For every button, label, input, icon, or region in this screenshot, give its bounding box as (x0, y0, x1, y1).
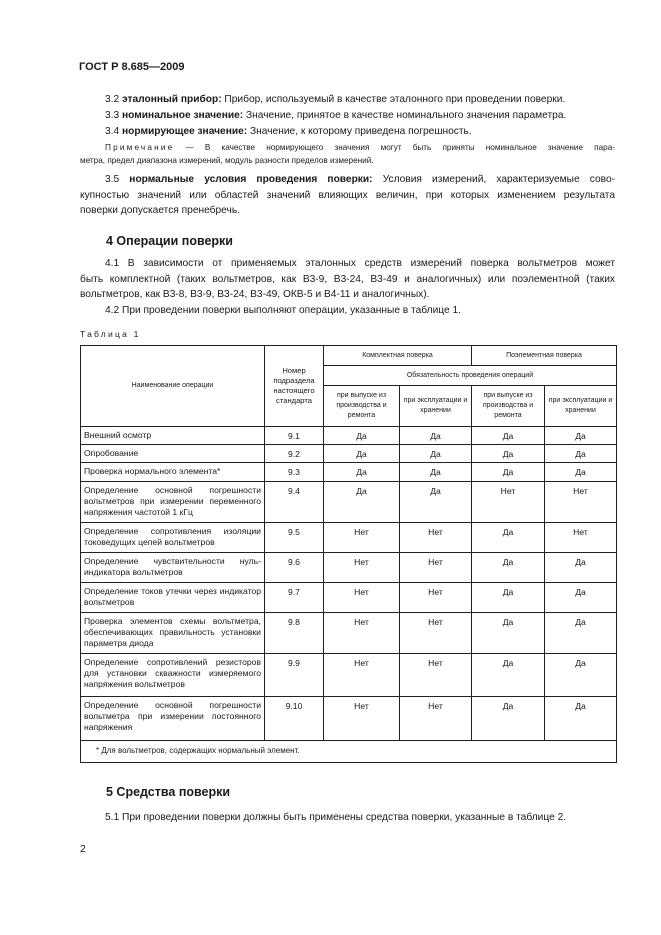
complex-operation: Да (400, 463, 472, 482)
operation-name: Опробование (81, 445, 265, 463)
subsection-number: 9.1 (265, 427, 324, 445)
element-production: Да (472, 463, 545, 482)
document-header: ГОСТ Р 8.685—2009 (79, 61, 185, 73)
header-complex-verification: Комплектная поверка (324, 346, 472, 366)
table-row (81, 553, 617, 583)
complex-production: Нет (324, 553, 400, 583)
element-operation: Да (545, 553, 617, 583)
term: номинальное значение: (122, 110, 244, 121)
complex-production: Да (324, 445, 400, 463)
element-production: Да (472, 583, 545, 613)
subsection-number: 9.7 (265, 583, 324, 613)
element-production: Да (472, 654, 545, 697)
section-5-title: 5 Средства поверки (106, 785, 231, 799)
subsection-number: 9.5 (265, 523, 324, 553)
subsection-number: 9.3 (265, 463, 324, 482)
operations-table (80, 345, 617, 763)
table-row (81, 427, 617, 445)
definition-3-5-line-1 (105, 172, 615, 188)
complex-production: Да (324, 427, 400, 445)
clause-number: 3.5 (105, 174, 120, 185)
table-row (81, 583, 617, 613)
note-line-2: метра, предел диапазона измерений, модуль разности пределов измерений. (80, 156, 374, 165)
clause-number: 3.2 (105, 94, 120, 105)
term-definition: Прибор, используемый в качестве эталонного при проведении поверки. (221, 94, 566, 105)
term: эталонный прибор: (122, 94, 222, 105)
definition-3-5-line-2: купностью значений или областей значений влияющих величин, при которых изменением результата (80, 190, 615, 201)
note-label: Примечание (105, 143, 175, 152)
element-operation: Да (545, 445, 617, 463)
complex-operation: Нет (400, 654, 472, 697)
operation-name: Определение основной погрешности вольтметра при измерении постоянного напряжения (81, 697, 265, 741)
definition-3-5-line-3: поверки допускается пренебречь. (80, 205, 240, 216)
complex-operation: Да (400, 445, 472, 463)
complex-operation: Нет (400, 583, 472, 613)
term-definition: Значение, к которому приведена погрешность. (247, 126, 472, 137)
term-definition: Значение, принятое в качестве номинального значения параметра. (243, 110, 567, 121)
header-sub-production-2: при выпуске из производства и ремонта (472, 386, 545, 427)
subsection-number: 9.9 (265, 654, 324, 697)
element-production: Да (472, 523, 545, 553)
element-operation: Да (545, 583, 617, 613)
element-operation: Нет (545, 523, 617, 553)
complex-production: Да (324, 463, 400, 482)
complex-operation: Нет (400, 553, 472, 583)
complex-production: Да (324, 482, 400, 523)
clause-4-2: 4.2 При проведении поверки выполняют операции, указанные в таблице 1. (105, 305, 461, 316)
subsection-number: 9.6 (265, 553, 324, 583)
complex-operation: Нет (400, 523, 472, 553)
operation-name: Определение сопротивлений резисторов для установки скважности измеряемого напряжения вольтметров (81, 654, 265, 697)
element-operation: Да (545, 427, 617, 445)
operation-name: Определение чувствительности нуль-индикатора вольтметров (81, 553, 265, 583)
element-operation: Да (545, 654, 617, 697)
clause-number: 3.4 (105, 126, 120, 137)
subsection-number: 9.4 (265, 482, 324, 523)
section-4-title: 4 Операции поверки (106, 234, 233, 248)
table-footnote-row (81, 741, 617, 763)
operation-name: Проверка элементов схемы вольтметра, обеспечивающих правильность установки параметра диода (81, 613, 265, 654)
term-definition: Условия измерений, характеризуемые сово- (372, 174, 616, 185)
note-text: — В качестве нормирующего значения могут быть приняты номинальное значение пара- (174, 143, 615, 152)
complex-production: Нет (324, 523, 400, 553)
complex-production: Нет (324, 697, 400, 741)
complex-production: Нет (324, 613, 400, 654)
table-row (81, 613, 617, 654)
element-production: Да (472, 553, 545, 583)
operation-name: Определение основной погрешности вольтметров при измерении переменного напряжения частотой 1 кГц (81, 482, 265, 523)
complex-production: Нет (324, 583, 400, 613)
table-row (81, 654, 617, 697)
complex-operation: Да (400, 482, 472, 523)
header-mandatory: Обязательность проведения операций (324, 366, 617, 386)
subsection-number: 9.10 (265, 697, 324, 741)
term: нормирующее значение: (122, 126, 248, 137)
element-operation: Нет (545, 482, 617, 523)
clause-4-1-line-1: 4.1 В зависимости от применяемых эталонных средств измерений поверка вольтметров может (105, 258, 615, 269)
table-row (81, 463, 617, 482)
operation-name: Определение токов утечки через индикатор вольтметров (81, 583, 265, 613)
definition-3-3 (105, 108, 566, 124)
page-number: 2 (80, 843, 86, 855)
definition-3-2 (105, 92, 565, 108)
complex-operation: Нет (400, 613, 472, 654)
clause-number: 3.3 (105, 110, 120, 121)
clause-4-1-line-3: вольтметров, как В3-8, В3-9, В3-24, В3-49, ОКВ-5 и В4-11 и аналогичных). (80, 289, 430, 300)
element-production: Да (472, 697, 545, 741)
clause-5-1: 5.1 При проведении поверки должны быть применены средства поверки, указанные в таблице 2. (105, 812, 567, 823)
clause-4-1-line-2: быть комплектной (таких вольтметров, как В3-9, В3-24, В3-49 и аналогичных) или поэлементной (таких (80, 274, 615, 285)
operation-name: Проверка нормального элемента* (81, 463, 265, 482)
element-operation: Да (545, 463, 617, 482)
element-operation: Да (545, 613, 617, 654)
operation-name: Определение сопротивления изоляции токоведущих цепей вольтметров (81, 523, 265, 553)
header-sub-operation-2: при эксплуатации и хранении (545, 386, 617, 427)
header-sub-production-1: при выпуске из производства и ремонта (324, 386, 400, 427)
table-row (81, 697, 617, 741)
header-operation-name: Наименование операции (81, 346, 265, 427)
subsection-number: 9.8 (265, 613, 324, 654)
table-row (81, 523, 617, 553)
table-row (81, 445, 617, 463)
subsection-number: 9.2 (265, 445, 324, 463)
table-footnote: * Для вольтметров, содержащих нормальный элемент. (81, 741, 617, 763)
header-sub-operation-1: при эксплуатации и хранении (400, 386, 472, 427)
header-element-verification: Поэлементная поверка (472, 346, 617, 366)
complex-operation: Да (400, 427, 472, 445)
element-production: Да (472, 613, 545, 654)
table-caption: Таблица 1 (80, 329, 141, 339)
complex-production: Нет (324, 654, 400, 697)
term: нормальные условия проведения поверки: (129, 174, 373, 185)
element-production: Да (472, 445, 545, 463)
element-operation: Да (545, 697, 617, 741)
operation-name: Внешний осмотр (81, 427, 265, 445)
table-row (81, 482, 617, 523)
definition-3-4 (105, 124, 472, 140)
element-production: Да (472, 427, 545, 445)
complex-operation: Нет (400, 697, 472, 741)
header-subsection-number: Номер подраздела настоящего стандарта (265, 346, 324, 427)
note-line-1 (105, 141, 615, 154)
element-production: Нет (472, 482, 545, 523)
